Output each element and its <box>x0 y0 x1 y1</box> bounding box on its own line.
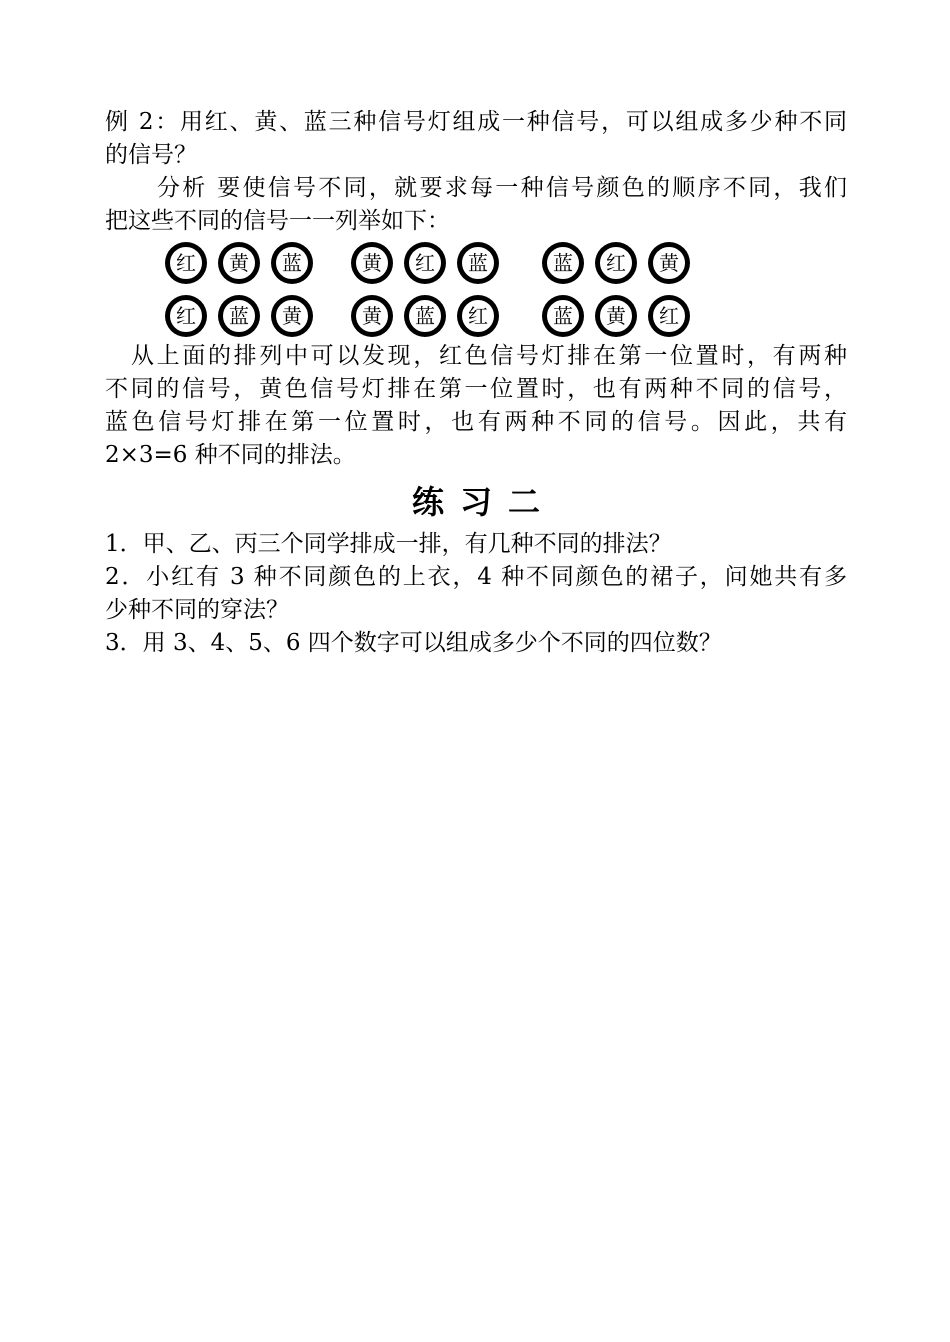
exercise-question-3: 3．用 3、4、5、6 四个数字可以组成多少个不同的四位数？ <box>105 630 722 656</box>
signal-lamp-label: 黄 <box>652 246 686 280</box>
signal-lamp-label: 红 <box>408 246 442 280</box>
signal-row <box>542 238 701 287</box>
signal-lamp-label: 蓝 <box>222 299 256 333</box>
signal-row <box>542 291 701 340</box>
signal-lamp-label: 红 <box>169 299 203 333</box>
document-page <box>105 106 847 660</box>
signal-row <box>351 238 510 287</box>
signal-lamp <box>404 295 446 337</box>
exercise-question-2-line-2: 少种不同的穿法？ <box>105 597 289 623</box>
signal-lamp-label: 黄 <box>599 299 633 333</box>
signal-lamp-label: 蓝 <box>408 299 442 333</box>
signal-lamp-label: 黄 <box>275 299 309 333</box>
signal-lamp-label: 蓝 <box>546 246 580 280</box>
signal-lamp <box>595 242 637 284</box>
signal-lamp <box>595 295 637 337</box>
signal-row <box>165 238 324 287</box>
signal-lamp <box>542 242 584 284</box>
signal-lamp <box>457 242 499 284</box>
signal-lamp <box>271 295 313 337</box>
signal-lamp <box>351 295 393 337</box>
exercise-question-1: 1．甲、乙、丙三个同学排成一排，有几种不同的排法？ <box>105 531 672 557</box>
exercise-question-2-line-1: 2．小红有 3 种不同颜色的上衣，4 种不同颜色的裙子，问她共有多 <box>105 564 847 590</box>
signal-lamp <box>165 242 207 284</box>
signal-lamp <box>351 242 393 284</box>
signal-lamp-label: 黄 <box>355 246 389 280</box>
signal-group-red-first <box>165 238 324 344</box>
conclusion-line-1: 从上面的排列中可以发现，红色信号灯排在第一位置时，有两种 <box>131 343 847 369</box>
signal-lamp <box>648 242 690 284</box>
signal-lamp <box>648 295 690 337</box>
signal-lamp <box>404 242 446 284</box>
example-line-1: 例 2：用红、黄、蓝三种信号灯组成一种信号，可以组成多少种不同 <box>105 109 847 135</box>
signal-lamp <box>271 242 313 284</box>
signal-lamp <box>165 295 207 337</box>
analysis-line-2: 把这些不同的信号一一列举如下： <box>105 208 450 234</box>
signal-row <box>165 291 324 340</box>
signal-lamp <box>218 242 260 284</box>
signal-lamp <box>542 295 584 337</box>
conclusion-line-4: 2×3=6 种不同的排法。 <box>105 442 356 468</box>
conclusion-line-2: 不同的信号，黄色信号灯排在第一位置时，也有两种不同的信号， <box>105 376 847 402</box>
signal-lamp-label: 红 <box>599 246 633 280</box>
signal-lamp-label: 蓝 <box>275 246 309 280</box>
signal-row <box>351 291 510 340</box>
analysis-line-1: 分析 要使信号不同，就要求每一种信号颜色的顺序不同，我们 <box>157 175 847 201</box>
signal-lamp-label: 黄 <box>222 246 256 280</box>
signal-lamp-label: 红 <box>169 246 203 280</box>
conclusion-line-3: 蓝色信号灯排在第一位置时，也有两种不同的信号。因此，共有 <box>105 409 847 435</box>
signal-lamp-label: 蓝 <box>546 299 580 333</box>
signal-lamp-label: 红 <box>461 299 495 333</box>
signal-lamp-label: 红 <box>652 299 686 333</box>
signal-lamp <box>457 295 499 337</box>
signal-lamp-label: 黄 <box>355 299 389 333</box>
signal-group-blue-first <box>542 238 701 344</box>
exercise-heading: 练习二 <box>411 483 556 521</box>
signal-lamp-label: 蓝 <box>461 246 495 280</box>
signal-lamp <box>218 295 260 337</box>
example-line-2: 的信号？ <box>105 142 197 168</box>
signal-group-yellow-first <box>351 238 510 344</box>
signal-arrangement-figure <box>105 238 847 340</box>
